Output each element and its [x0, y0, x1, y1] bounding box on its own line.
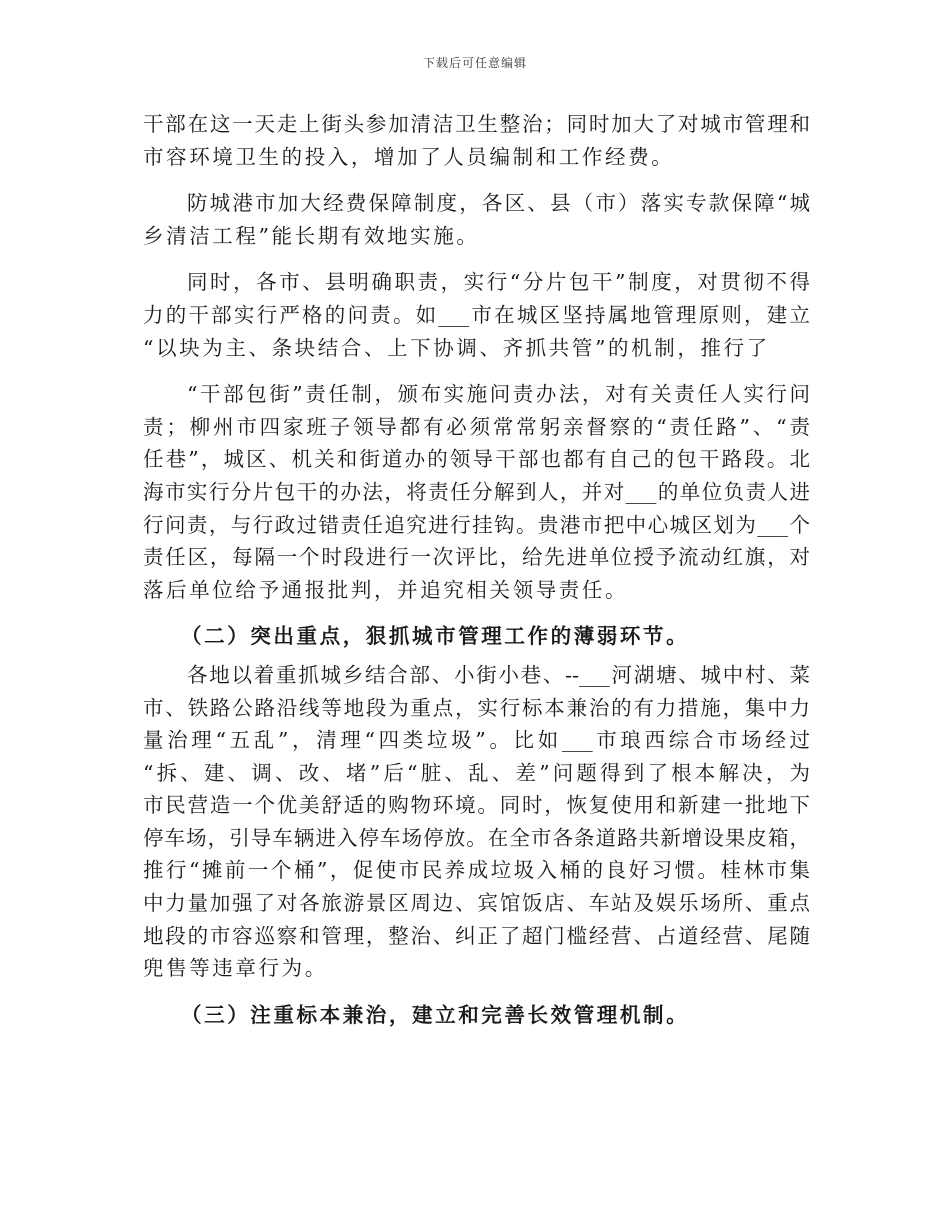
text-line: 海市实行分片包干的办法，将责任分解到人，并对___的单位负责人进	[143, 479, 810, 504]
text-line: 任巷”，城区、机关和街道办的领导干部也都有自己的包干路段。北	[143, 447, 810, 472]
text-line: 力的干部实行严格的问责。如___市在城区坚持属地管理原则，建立	[143, 302, 810, 327]
text-line: 同时，各市、县明确职责，实行“分片包干”制度，对贯彻不得	[187, 270, 810, 295]
section-heading: （二）突出重点，狠抓城市管理工作的薄弱环节。	[181, 624, 690, 649]
text-line: 干部在这一天走上街头参加清洁卫生整治；同时加大了对城市管理和	[143, 112, 810, 136]
text-line: 市容环境卫生的投入，增加了人员编制和工作经费。	[143, 144, 675, 169]
text-line: 行问责，与行政过错责任追究进行挂钩。贵港市把中心城区划为___个	[143, 512, 810, 537]
text-line: “以块为主、条块结合、上下协调、齐抓共管”的机制，推行了	[143, 335, 770, 360]
text-line: 各地以着重抓城乡结合部、小街小巷、--___河湖塘、城中村、菜	[187, 662, 810, 687]
text-line: 地段的市容巡察和管理，整治、纠正了超门槛经营、占道经营、尾随	[143, 923, 810, 948]
text-line: 市、铁路公路沿线等地段为重点，实行标本兼治的有力措施，集中力	[143, 695, 810, 720]
text-line: “干部包街”责任制，颁布实施问责办法，对有关责任人实行问	[187, 382, 810, 407]
text-line: “拆、建、调、改、堵”后“脏、乱、差”问题得到了根本解决，为	[143, 760, 810, 785]
text-line: 落后单位给予通报批判，并追究相关领导责任。	[143, 577, 629, 602]
text-line: 中力量加强了对各旅游景区周边、宾馆饭店、车站及娱乐场所、重点	[143, 891, 810, 916]
section-heading: （三）注重标本兼治，建立和完善长效管理机制。	[181, 1002, 690, 1027]
text-line: 量治理“五乱”，清理“四类垃圾”。比如___市琅西综合市场经过	[143, 728, 810, 753]
text-line: 防城港市加大经费保障制度，各区、县（市）落实专款保障“城	[187, 191, 810, 216]
document-body	[143, 108, 810, 1031]
text-line: 兜售等违章行为。	[143, 956, 328, 981]
text-line: 乡清洁工程”能长期有效地实施。	[143, 223, 480, 248]
page-header: 下载后可任意编辑	[422, 56, 527, 70]
text-line: 责；柳州市四家班子领导都有必须常常躬亲督察的“责任路”、“责	[143, 414, 810, 439]
text-line: 责任区，每隔一个时段进行一次评比，给先进单位授予流动红旗，对	[143, 545, 810, 570]
text-line: 停车场，引导车辆进入停车场停放。在全市各条道路共新增设果皮箱，	[143, 825, 810, 850]
text-line: 推行“摊前一个桶”，促使市民养成垃圾入桶的良好习惯。桂林市集	[143, 858, 810, 883]
text-line: 市民营造一个优美舒适的购物环境。同时，恢复使用和新建一批地下	[143, 793, 810, 818]
